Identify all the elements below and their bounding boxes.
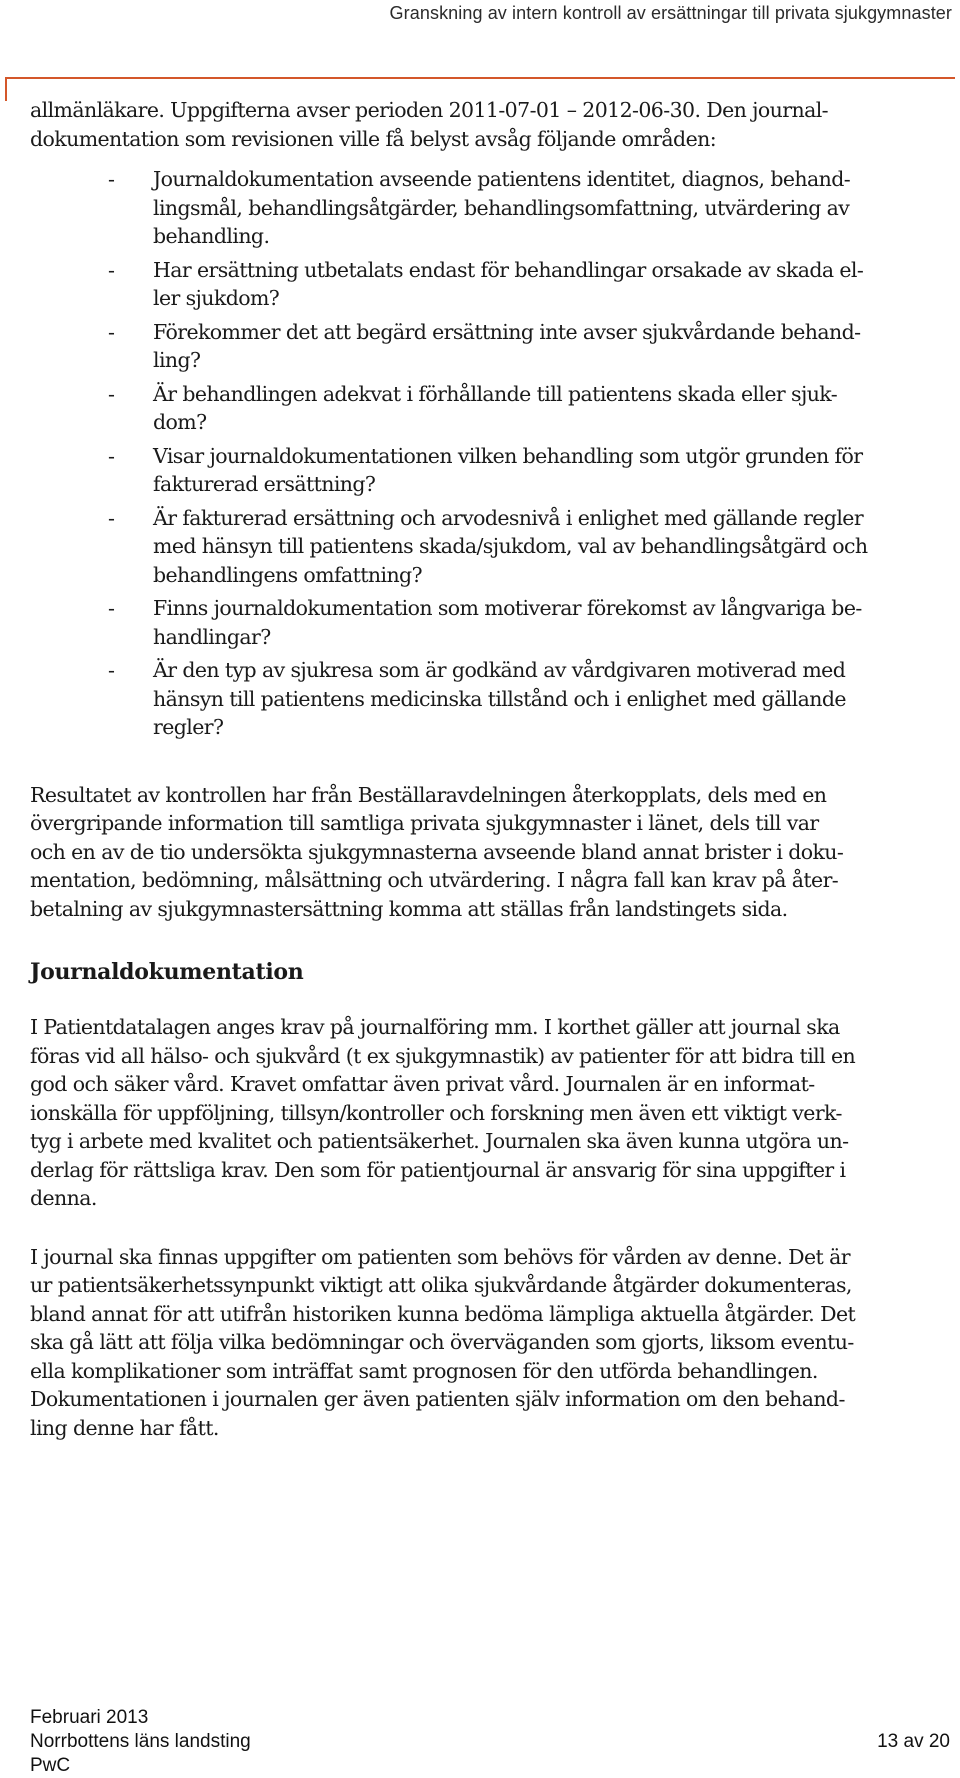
text-line: behandlingens omfattning?	[153, 562, 422, 587]
text-line: betalning av sjukgymnastersättning komma att ställas från landstingets sida.	[30, 896, 788, 921]
list-item	[30, 256, 960, 313]
text-line: föras vid all hälso- och sjukvård (t ex sjukgymnastik) av patienter för att bidra till en	[30, 1043, 856, 1068]
text-line: Är behandlingen adekvat i förhållande till patientens skada eller sjuk-	[153, 381, 838, 406]
footer-date: Februari 2013	[30, 1707, 149, 1728]
text-line: I Patientdatalagen anges krav på journalföring mm. I korthet gäller att journal ska	[30, 1015, 840, 1039]
bullet-dash: -	[108, 505, 115, 530]
text-line: Har ersättning utbetalats endast för behandlingar orsakade av skada el-	[153, 257, 864, 282]
header-rule	[5, 77, 955, 79]
text-line: med hänsyn till patientens skada/sjukdom, val av behandlingsåtgärd och	[153, 534, 868, 558]
spacer	[30, 747, 960, 781]
text-line: Är den typ av sjukresa som är godkänd av vårdgivaren motiverad med	[153, 658, 846, 682]
bullet-dash: -	[108, 167, 115, 191]
text-line: dokumentation som revisionen ville få belyst avsåg följande områden:	[30, 126, 717, 151]
list-item	[30, 656, 960, 742]
spacer	[30, 1213, 960, 1243]
spacer	[30, 923, 960, 957]
text-line: mentation, bedömning, målsättning och utvärdering. I några fall kan krav på åter-	[30, 868, 839, 892]
journal-paragraph-1	[30, 1013, 960, 1213]
text-line: ling?	[153, 348, 201, 372]
running-header-title: Granskning av intern kontroll av ersättningar till privata sjukgymnaster	[389, 3, 952, 23]
text-line: hänsyn till patientens medicinska tillstånd och i enlighet med gällande	[153, 686, 846, 711]
text-line: och en av de tio undersökta sjukgymnasterna avseende bland annat brister i doku-	[30, 839, 844, 864]
footer-organization: Norrbottens läns landsting	[30, 1731, 251, 1752]
text-line: ur patientsäkerhetssynpunkt viktigt att olika sjukvårdande åtgärder dokumenteras,	[30, 1273, 852, 1297]
list-item	[30, 380, 960, 437]
text-line: Finns journaldokumentation som motiverar förekomst av långvariga be-	[153, 596, 862, 620]
page-footer	[30, 1706, 950, 1778]
list-item	[30, 442, 960, 499]
text-line: fakturerad ersättning?	[153, 472, 376, 496]
text-line: tyg i arbete med kvalitet och patientsäkerhet. Journalen ska även kunna utgöra un-	[30, 1129, 849, 1153]
bullet-dash: -	[108, 596, 115, 620]
text-line: lingsmål, behandlingsåtgärder, behandlingsomfattning, utvärdering av	[153, 195, 850, 220]
text-line: dom?	[153, 410, 207, 434]
text-line: ler sjukdom?	[153, 286, 280, 310]
list-item	[30, 594, 960, 651]
footer-company: PwC	[30, 1755, 71, 1776]
page-number: 13 av 20	[877, 1731, 950, 1752]
text-line: handlingar?	[153, 624, 271, 649]
spacer	[30, 987, 960, 1013]
bullet-dash: -	[108, 381, 115, 406]
text-line: Resultatet av kontrollen har från Beställaravdelningen återkopplats, dels med en	[30, 782, 827, 807]
list-item	[30, 165, 960, 251]
text-line: behandling.	[153, 224, 270, 248]
bullet-dash: -	[108, 319, 115, 344]
text-line: Förekommer det att begärd ersättning inte avser sjukvårdande behand-	[153, 319, 861, 344]
document-body	[30, 96, 960, 1442]
bullet-dash: -	[108, 257, 115, 282]
text-line: derlag för rättsliga krav. Den som för patientjournal är ansvarig för sina uppgifter i	[30, 1157, 846, 1182]
list-item	[30, 318, 960, 375]
result-paragraph	[30, 781, 960, 924]
journal-paragraph-2	[30, 1243, 960, 1443]
text-line: regler?	[153, 715, 224, 739]
section-heading: Journaldokumentation	[30, 959, 304, 985]
bullet-dash: -	[108, 658, 115, 682]
text-line: Journaldokumentation avseende patientens identitet, diagnos, behand-	[153, 167, 851, 191]
text-line: I journal ska finnas uppgifter om patienten som behövs för vården av denne. Det är	[30, 1244, 850, 1269]
text-line: god och säker vård. Kravet omfattar även privat vård. Journalen är en informat-	[30, 1072, 815, 1096]
text-line: bland annat för att utifrån historiken kunna bedöma lämpliga aktuella åtgärder. Det	[30, 1301, 856, 1326]
text-line: denna.	[30, 1186, 97, 1210]
text-line: ella komplikationer som inträffat samt prognosen för den utförda behandlingen.	[30, 1358, 818, 1383]
text-line: Dokumentationen i journalen ger även patienten själv information om den behand-	[30, 1387, 845, 1411]
list-item	[30, 504, 960, 590]
text-line: ska gå lätt att följa vilka bedömningar och överväganden som gjorts, liksom eventu-	[30, 1330, 854, 1354]
review-areas-list	[30, 165, 960, 742]
text-line: Visar journaldokumentationen vilken behandling som utgör grunden för	[153, 443, 863, 468]
text-line: övergripande information till samtliga privata sjukgymnaster i länet, dels till var	[30, 811, 819, 835]
text-line: ling denne har fått.	[30, 1415, 219, 1440]
bullet-dash: -	[108, 443, 115, 468]
text-line: allmänläkare. Uppgifterna avser perioden 2011-07-01 – 2012-06-30. Den journal-	[30, 98, 828, 122]
intro-paragraph	[30, 96, 960, 153]
text-line: Är fakturerad ersättning och arvodesnivå i enlighet med gällande regler	[153, 505, 864, 530]
header-rule-corner	[5, 77, 7, 101]
text-line: ionskälla för uppföljning, tillsyn/kontroller och forskning men även ett viktigt verk-	[30, 1100, 842, 1125]
